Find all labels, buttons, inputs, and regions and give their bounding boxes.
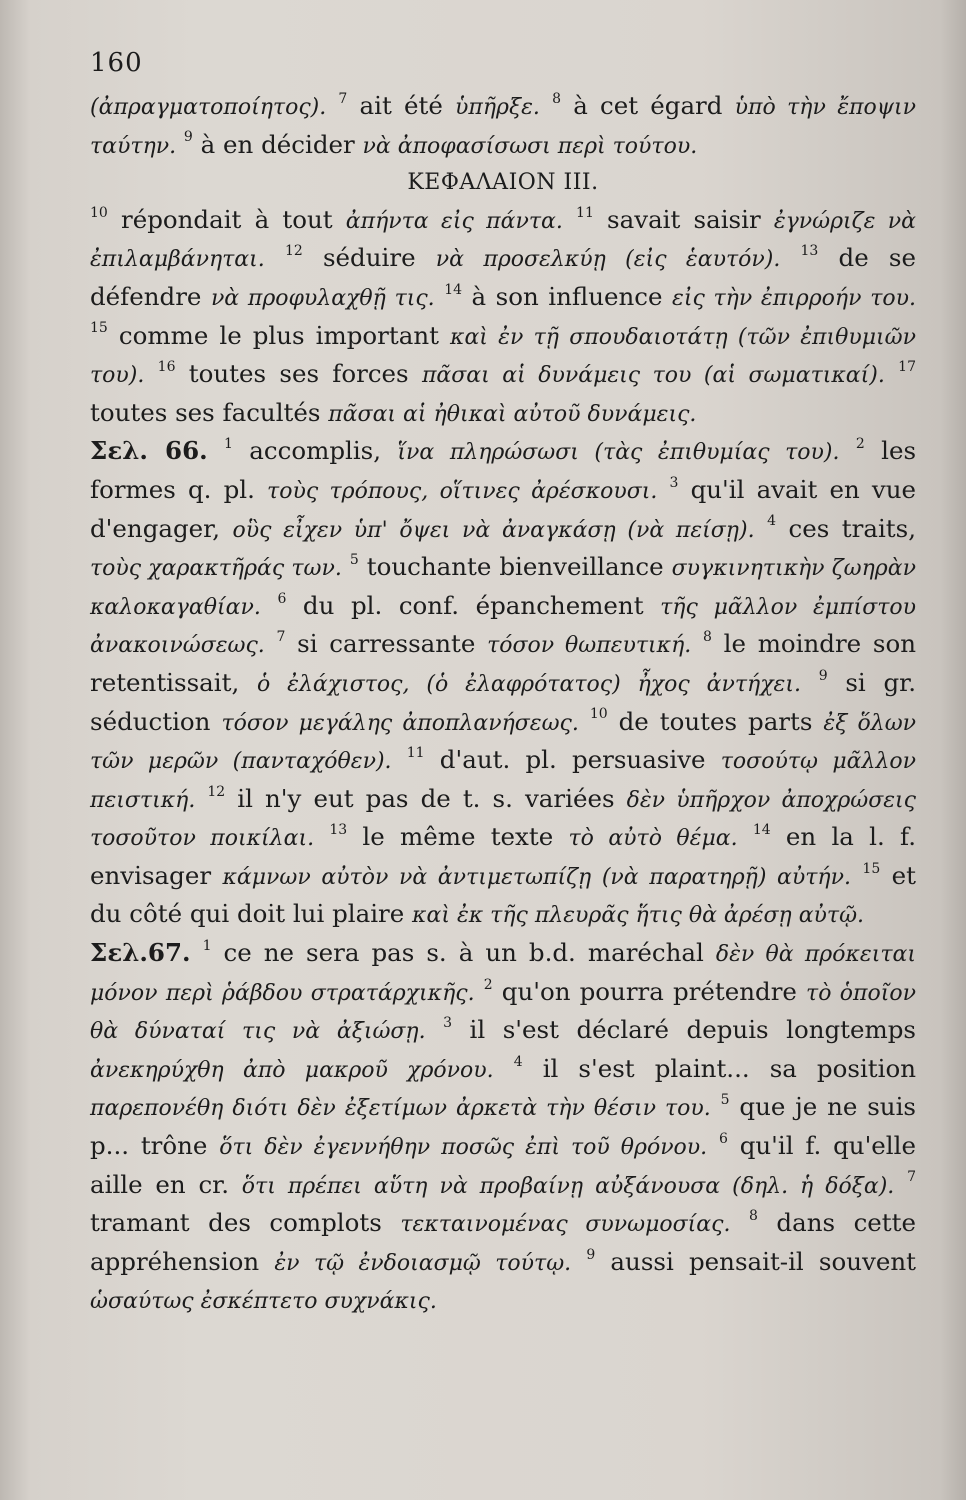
french-phrase: qu'il f. qu'elle aille en cr. xyxy=(90,1131,916,1199)
greek-translation: τὸ ὁποῖον θὰ δύναταί τις νὰ ἀξιώσῃ. xyxy=(90,980,916,1045)
french-phrase: les formes q. pl. xyxy=(90,436,917,504)
french-phrase: aussi pensait-il souvent xyxy=(595,1246,917,1276)
greek-translation: συγκινητικὴν ζωηρὰν καλοκαγαθίαν. xyxy=(90,556,916,620)
note-number: 17 xyxy=(898,359,916,375)
greek-translation: τεκταινομένας συνωμοσίας. xyxy=(400,1212,731,1238)
french-phrase: ait été xyxy=(347,91,456,120)
paragraph-3 xyxy=(90,433,916,935)
french-phrase: il s'est plaint... sa position xyxy=(522,1053,916,1083)
greek-translation: τοσούτῳ μᾶλλον πειστική. xyxy=(90,749,916,813)
note-number: 6 xyxy=(718,1130,728,1147)
french-phrase: si carressante xyxy=(285,629,488,659)
greek-translation: ὅτι πρέπει αὕτη νὰ προβαίνῃ αὐξάνουσα (δηλ. ἡ δόξα). xyxy=(241,1173,895,1199)
french-phrase: comme le plus important xyxy=(107,320,451,350)
greek-translation: ἵνα πληρώσωσι (τὰς ἐπιθυμίας του). xyxy=(397,440,840,466)
note-number: 4 xyxy=(513,1053,523,1070)
french-phrase: dans cette appréhension xyxy=(90,1208,916,1276)
french-phrase: touchante bienveillance xyxy=(358,552,672,582)
note-number: 12 xyxy=(207,783,226,800)
greek-translation: ὑπὸ τὴν ἔποψιν ταύτην. xyxy=(90,95,916,159)
note-number: 11 xyxy=(576,204,594,221)
paragraph-2 xyxy=(90,202,916,434)
note-number: 9 xyxy=(818,667,828,684)
page-reference: Σελ. 66. xyxy=(90,436,208,466)
greek-translation: καὶ ἐκ τῆς πλευρᾶς ἥτις θὰ ἀρέσῃ αὐτῷ. xyxy=(412,903,865,929)
greek-translation: καὶ ἐν τῇ σπουδαιοτάτῃ (τῶν ἐπιθυμιῶν του). xyxy=(90,324,916,389)
note-number: 4 xyxy=(767,513,776,530)
greek-translation: τόσον μεγάλης ἀποπλανήσεως. xyxy=(221,710,579,736)
note-number: 2 xyxy=(855,436,865,453)
page-reference: Σελ.67. xyxy=(90,938,191,968)
french-phrase: toutes ses facultés xyxy=(90,397,329,427)
french-phrase: de toutes parts xyxy=(607,706,824,736)
greek-translation: ἐξ ὅλων τῶν μερῶν (πανταχόθεν). xyxy=(90,710,917,775)
french-phrase: en la l. f. envisager xyxy=(90,822,916,890)
note-number: 7 xyxy=(907,1169,916,1186)
note-number: 1 xyxy=(202,937,212,954)
note-number: 14 xyxy=(752,822,771,839)
note-number: 10 xyxy=(589,706,608,723)
note-number: 8 xyxy=(703,629,712,646)
note-number: 8 xyxy=(552,90,562,107)
note-number: 16 xyxy=(157,359,176,375)
greek-translation: πᾶσαι αἱ δυνάμεις του (αἱ σωματικαί). xyxy=(421,363,885,389)
paragraph-1 xyxy=(90,88,916,165)
french-phrase: à en décider xyxy=(192,129,363,159)
note-number: 7 xyxy=(338,90,348,107)
greek-translation: δὲν θὰ πρόκειται μόνον περὶ ῥάβδου στρατάρχικῆς. xyxy=(90,942,916,1006)
page-text xyxy=(90,88,916,1321)
french-phrase: ce ne sera pas s. à un b.d. maréchal xyxy=(211,938,716,968)
french-phrase: qu'il avait en vue d'engager, xyxy=(90,474,916,543)
note-number: 5 xyxy=(720,1092,730,1109)
greek-translation: δὲν ὑπῆρχον ἀποχρώσεις τοσοῦτον ποικίλαι. xyxy=(90,787,916,852)
greek-translation: τοὺς τρόπους, οἵτινες ἀρέσκουσι. xyxy=(267,478,658,504)
french-phrase: le même texte xyxy=(347,822,569,852)
french-phrase: répondait à tout xyxy=(107,204,346,234)
french-phrase: le moindre son retentissait, xyxy=(90,629,916,697)
greek-translation: ἐν τῷ ἐνδοιασμῷ τούτῳ. xyxy=(274,1250,572,1276)
greek-translation: ὡσαύτως ἐσκέπτετο συχνάκις. xyxy=(90,1289,437,1315)
note-number: 3 xyxy=(669,474,679,491)
note-number: 5 xyxy=(349,551,359,568)
greek-translation: (ἀπραγματοποίητος). xyxy=(90,95,327,120)
greek-translation: πᾶσαι αἱ ἠθικαὶ αὐτοῦ δυνάμεις. xyxy=(328,401,697,427)
note-number: 9 xyxy=(183,129,193,146)
note-number: 12 xyxy=(284,243,303,260)
note-number: 14 xyxy=(444,281,463,298)
greek-translation: εἰς τὴν ἐπιρροήν του. xyxy=(672,285,916,311)
french-phrase: si gr. séduction xyxy=(90,667,916,736)
note-number: 11 xyxy=(406,744,425,761)
note-number: 15 xyxy=(90,320,108,337)
french-phrase: à cet égard xyxy=(561,91,735,120)
note-number: 10 xyxy=(90,204,108,221)
greek-translation: ὅτι δὲν ἐγεννήθην ποσῶς ἐπὶ τοῦ θρόνου. xyxy=(219,1135,708,1161)
french-phrase: de se défendre xyxy=(90,243,916,311)
greek-translation: παρεπονέθη διότι δὲν ἐξετίμων ἀρκετὰ τὴν θέσιν του. xyxy=(90,1096,711,1122)
chapter-heading: ΚΕΦΑΛΑΙΟΝ III. xyxy=(407,170,599,196)
french-phrase: que je ne suis p... trône xyxy=(90,1092,916,1161)
note-number: 6 xyxy=(277,590,287,607)
french-phrase: toutes ses forces xyxy=(175,359,422,389)
note-number: 13 xyxy=(329,822,348,839)
french-phrase: d'aut. pl. persuasive xyxy=(424,745,721,775)
note-number: 13 xyxy=(800,243,819,260)
note-number: 8 xyxy=(748,1208,758,1225)
note-number: 9 xyxy=(586,1246,596,1263)
note-number: 15 xyxy=(862,860,881,877)
french-phrase: savait saisir xyxy=(593,204,774,234)
note-number: 1 xyxy=(224,436,233,453)
french-phrase: ces traits, xyxy=(776,513,917,543)
french-phrase: séduire xyxy=(302,243,436,273)
greek-translation: κάμνων αὐτὸν νὰ ἀντιμετωπίζῃ (νὰ παρατηρῇ) αὐτήν. xyxy=(222,864,851,890)
paragraph-4 xyxy=(90,935,916,1321)
greek-translation: ἀνεκηρύχθη ἀπὸ μακροῦ χρόνου. xyxy=(90,1057,494,1083)
french-phrase: à son influence xyxy=(462,281,673,311)
greek-translation: ὑπῆρξε. xyxy=(455,95,540,120)
note-number: 7 xyxy=(276,629,286,646)
french-phrase: accomplis, xyxy=(232,436,398,466)
greek-translation: οὓς εἶχεν ὑπ' ὄψει νὰ ἀναγκάσῃ (νὰ πείσῃ). xyxy=(232,517,755,543)
french-phrase: il n'y eut pas de t. s. variées xyxy=(225,783,627,813)
greek-translation: νὰ ἀποφασίσωσι περὶ τούτου. xyxy=(362,133,698,159)
french-phrase: qu'on pourra prétendre xyxy=(492,976,807,1006)
note-number: 2 xyxy=(483,976,493,993)
greek-translation: ὁ ἐλάχιστος, (ὁ ἐλαφρότατος) ἦχος ἀντήχει. xyxy=(256,671,801,697)
french-phrase: tramant des complots xyxy=(90,1208,401,1238)
french-phrase: il s'est déclaré depuis longtemps xyxy=(452,1015,917,1045)
greek-translation: τοὺς χαρακτῆράς των. xyxy=(90,556,342,582)
greek-translation: ἐγνώριζε νὰ ἐπιλαμβάνηται. xyxy=(90,208,917,273)
greek-translation: ἀπήντα εἰς πάντα. xyxy=(345,208,563,234)
greek-translation: νὰ προσελκύῃ (εἰς ἑαυτόν). xyxy=(435,247,781,273)
french-phrase: du pl. conf. épanchement xyxy=(286,590,661,620)
page-number: 160 xyxy=(90,48,143,78)
greek-translation: τὸ αὐτὸ θέμα. xyxy=(568,826,738,852)
greek-translation: τόσον θωπευτική. xyxy=(487,633,692,659)
greek-translation: τῆς μᾶλλον ἐμπίστου ἀνακοινώσεως. xyxy=(90,594,916,659)
greek-translation: νὰ προφυλαχθῇ τις. xyxy=(210,285,435,311)
note-number: 3 xyxy=(443,1015,453,1032)
french-phrase: et du côté qui doit lui plaire xyxy=(90,860,916,929)
